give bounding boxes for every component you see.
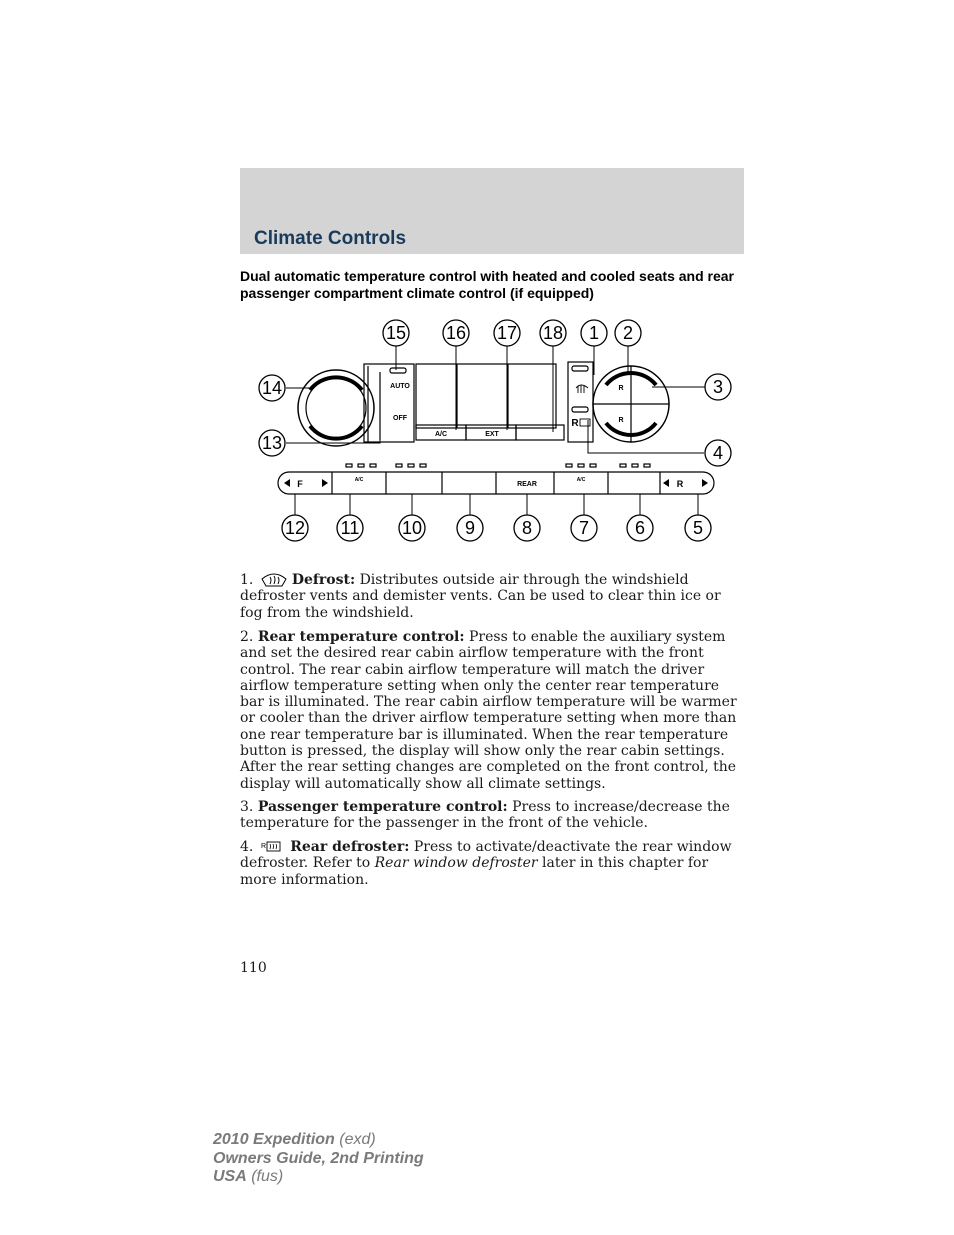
item-defrost (240, 571, 745, 621)
footer-printing: Owners Guide, 2nd Printing (213, 1149, 424, 1167)
item-text: Press to activate/deactivate the rear window defroster. Refer to (240, 839, 732, 872)
callout-7: 7 (578, 518, 590, 538)
display-panel (416, 364, 556, 428)
callout-3: 3 (712, 377, 724, 397)
item-term: Rear temperature control: (257, 629, 465, 645)
r-top-label: R (618, 385, 624, 392)
item-text: Press to enable the auxiliary system and set the desired rear cabin airflow temperature with the front control. The rear cabin airflow temperature will match the driver airflow temperature setting when only the center rear temperature bar is illuminated. The rear cabin airflow temperature will be warmer or cooler than the driver airflow temperature setting when more than one rear temperature bar is illuminated. When the rear temperature button is pressed, the display will show only the rear cabin settings. After the rear setting changes are completed on the front control, the display will automatically show all climate settings. (240, 629, 737, 792)
footer-region-code: (fus) (246, 1168, 284, 1185)
fan-front-label: F (297, 479, 303, 489)
ext-label: EXT (485, 431, 499, 438)
ac-seat-left-label: A/C (354, 477, 364, 483)
callout-15: 15 (385, 323, 407, 343)
item-text: later in this chapter for more information. (240, 855, 709, 888)
subheading: Dual automatic temperature control with heated and cooled seats and rear passenger compartment climate control (if equipped) (240, 268, 735, 301)
item-term: Defrost: (291, 572, 356, 588)
item-text: Press to increase/decrease the temperature for the passenger in the front of the vehicle. (240, 799, 730, 832)
callout-18: 18 (542, 323, 564, 343)
fan-rear-label: R (676, 479, 684, 489)
item-rear-temperature-control (240, 629, 745, 792)
climate-control-diagram (250, 312, 740, 557)
footer-region: USA (213, 1168, 247, 1185)
ac-seat-right-label: A/C (576, 477, 586, 483)
callout-8: 8 (521, 518, 533, 538)
callout-14: 14 (261, 378, 283, 398)
callout-13: 13 (261, 433, 283, 453)
r-bottom-label: R (618, 417, 624, 424)
callout-16: 16 (445, 323, 467, 343)
recirc-button (516, 425, 564, 440)
item-term: Rear defroster: (290, 839, 410, 855)
cross-reference: Rear window defroster (374, 855, 538, 872)
rear-label: REAR (517, 481, 537, 488)
footer (213, 1131, 424, 1187)
ac-label: A/C (434, 431, 448, 438)
callout-11: 11 (340, 518, 360, 538)
item-number: 2. (240, 629, 254, 645)
item-rear-defroster (240, 839, 745, 888)
callout-17: 17 (496, 323, 518, 343)
item-number: 1. (240, 572, 254, 588)
callout-1: 1 (588, 323, 600, 343)
callout-2: 2 (622, 323, 634, 343)
driver-temp-knob (298, 370, 374, 446)
svg-text:R: R (260, 843, 266, 850)
item-number: 3. (240, 799, 254, 815)
callout-4: 4 (712, 443, 724, 463)
page-number: 110 (240, 960, 267, 976)
item-term: Passenger temperature control: (257, 799, 508, 815)
footer-model-code: (exd) (334, 1131, 376, 1148)
footer-model: 2010 Expedition (213, 1131, 335, 1148)
callout-9: 9 (464, 518, 476, 538)
callout-6: 6 (634, 518, 646, 538)
off-label: OFF (393, 415, 407, 422)
rear-defrost-r-label: R (571, 418, 579, 429)
item-passenger-temperature-control (240, 799, 745, 832)
section-title: Climate Controls (254, 228, 407, 249)
defrost-icon (260, 571, 288, 587)
callout-10: 10 (401, 518, 423, 538)
item-text: Distributes outside air through the windshield defroster vents and demister vents. Can be used to clear thin ice or fog from the windshield. (240, 572, 721, 621)
callout-12: 12 (284, 518, 306, 538)
auto-label: AUTO (390, 383, 410, 390)
item-number: 4. (240, 839, 254, 855)
rear-defroster-icon (260, 840, 282, 854)
callout-5: 5 (692, 518, 704, 538)
